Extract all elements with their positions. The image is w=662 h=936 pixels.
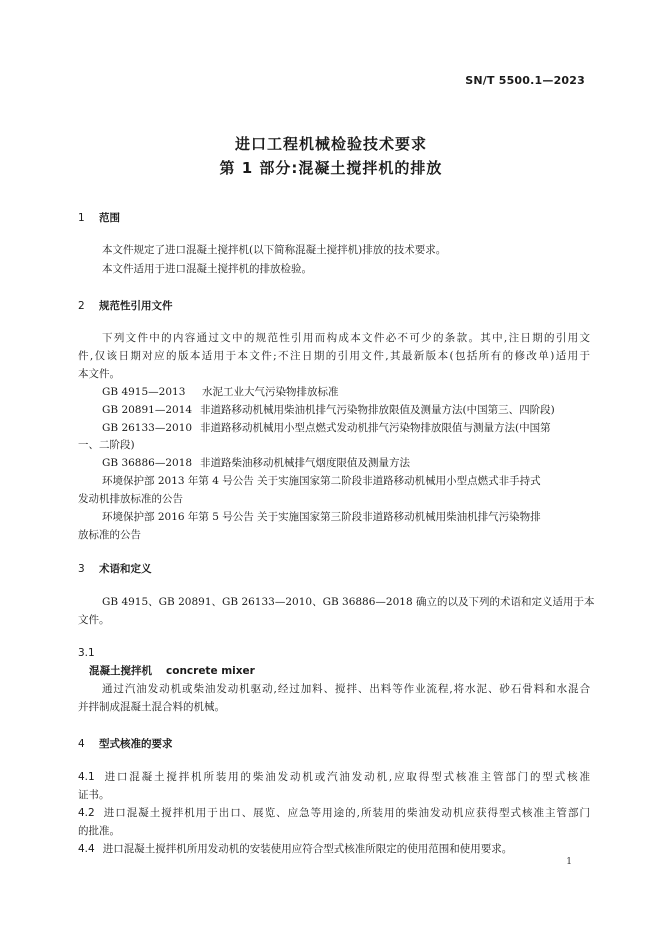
reference-title-continued: 一、二阶段)	[78, 439, 135, 451]
reference-title: 非道路移动机械用小型点燃式发动机排气污染物排放限值与测量方法(中国第	[200, 422, 551, 434]
paragraph-line: 件,仅该日期对应的版本适用于本文件;不注日期的引用文件,其最新版本(包括所有的修改单)适用于	[78, 350, 590, 362]
page-number: 1	[566, 857, 572, 867]
paragraph-line: 文件。	[78, 614, 110, 626]
section-number: 2	[78, 300, 85, 312]
reference-title: 非道路移动机械用柴油机排气污染物排放限值及测量方法(中国第三、四阶段)	[200, 404, 555, 416]
term-english: concrete mixer	[166, 665, 255, 677]
standard-code: SN/T 5500.1—2023	[465, 74, 585, 87]
paragraph: 本文件规定了进口混凝土搅拌机(以下简称混凝土搅拌机)排放的技术要求。	[102, 244, 447, 256]
reference-code: GB 36886—2018	[102, 457, 193, 469]
reference-title: 非道路柴油移动机械排气烟度限值及测量方法	[200, 457, 410, 469]
section-title: 规范性引用文件	[99, 300, 173, 312]
clause-number: 4.1	[78, 771, 95, 783]
reference-item	[102, 403, 590, 418]
section-title: 型式核准的要求	[99, 738, 173, 750]
section-1-heading	[78, 210, 120, 225]
reference-item: 环境保护部 2016 年第 5 号公告 关于实施国家第三阶段非道路移动机械用柴油机排气污染物排	[102, 511, 541, 523]
term-chinese: 混凝土搅拌机	[89, 665, 152, 677]
section-number: 1	[78, 212, 85, 224]
section-title: 范围	[99, 212, 120, 224]
clause-line	[78, 806, 590, 821]
paragraph-line: GB 4915、GB 20891、GB 26133—2010、GB 36886—2018 确立的以及下列的术语和定义适用于本	[102, 596, 595, 608]
reference-title: 水泥工业大气污染物排放标准	[202, 386, 339, 398]
term-entry	[89, 664, 601, 679]
clause-number: 4.4	[78, 843, 95, 855]
reference-title-continued: 发动机排放标准的公告	[78, 493, 183, 505]
reference-title-continued: 放标准的公告	[78, 529, 141, 541]
reference-code: GB 20891—2014	[102, 404, 193, 416]
section-number: 4	[78, 738, 85, 750]
clause-line-continued: 证书。	[78, 789, 110, 801]
document-title: 进口工程机械检验技术要求	[234, 135, 427, 153]
section-4-heading	[78, 736, 173, 751]
clause-line	[78, 770, 590, 785]
clause-text: 进口混凝土搅拌机所用发动机的安装使用应符合型式核准所限定的使用范围和使用要求。	[102, 843, 513, 855]
reference-code: GB 4915—2013	[102, 386, 186, 398]
clause-text: 进口混凝土搅拌机所装用的柴油发动机或汽油发动机,应取得型式核准主管部门的型式核准	[102, 771, 590, 783]
reference-item: 环境保护部 2013 年第 4 号公告 关于实施国家第二阶段非道路移动机械用小型点燃式非手持式	[102, 475, 541, 487]
clause-line-continued: 的批准。	[78, 825, 120, 837]
definition-line: 并拌制成混凝土混合料的机械。	[78, 701, 225, 713]
clause-text: 进口混凝土搅拌机用于出口、展览、应急等用途的,所装用的柴油发动机应获得型式核准主管部门	[102, 807, 590, 819]
reference-item	[102, 456, 590, 471]
section-3-heading	[78, 561, 152, 576]
paragraph-line: 本文件。	[78, 368, 120, 380]
section-number: 3	[78, 563, 85, 575]
subclause-number: 3.1	[78, 647, 95, 659]
clause-line	[78, 842, 590, 857]
paragraph: 本文件适用于进口混凝土搅拌机的排放检验。	[102, 263, 312, 275]
document-subtitle: 第 1 部分:混凝土搅拌机的排放	[219, 159, 443, 177]
definition-line: 通过汽油发动机或柴油发动机驱动,经过加料、搅拌、出料等作业流程,将水泥、砂石骨料和水混合	[102, 683, 590, 695]
section-2-heading	[78, 298, 173, 313]
reference-item	[102, 421, 590, 436]
clause-number: 4.2	[78, 807, 95, 819]
reference-code: GB 26133—2010	[102, 422, 193, 434]
section-title: 术语和定义	[99, 563, 152, 575]
paragraph-line: 下列文件中的内容通过文中的规范性引用而构成本文件必不可少的条款。其中,注日期的引用文	[102, 332, 590, 344]
reference-item	[102, 385, 590, 400]
